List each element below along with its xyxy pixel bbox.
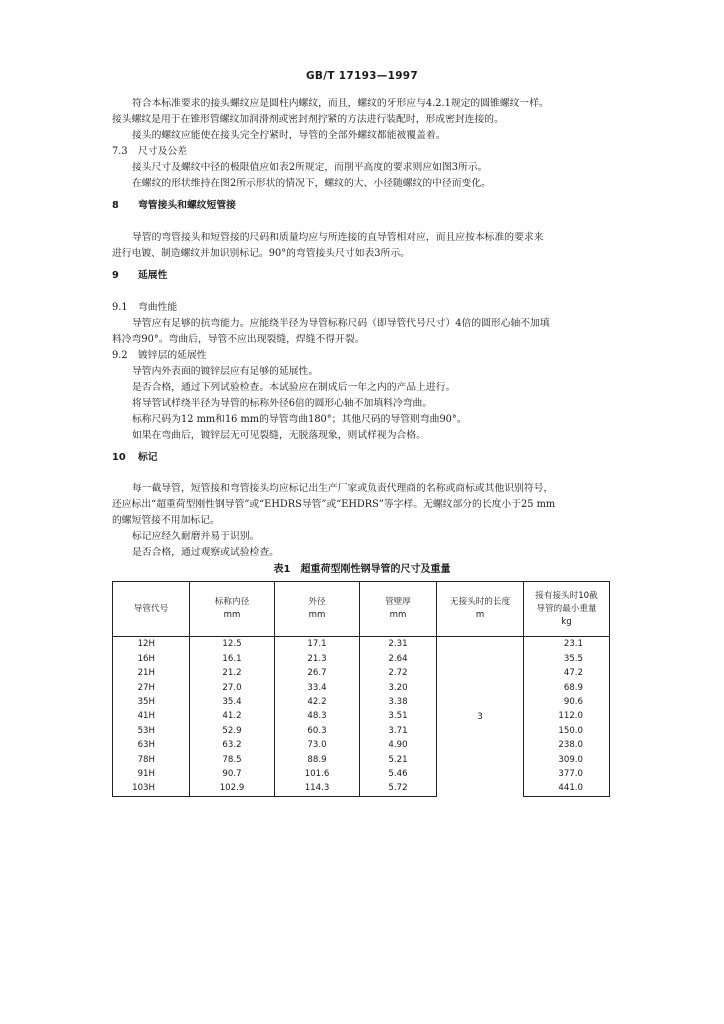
header-wall-thickness: [360, 582, 437, 637]
paragraph: 将导管试样绕半径为导管的标称外径6倍的圆形心轴不加填料冷弯曲。: [132, 397, 433, 409]
cell-code: 35H: [113, 695, 190, 709]
conduit-dimensions-table: [112, 581, 610, 796]
paragraph: 还应标出“超重荷型刚性钢导管”或“EHDRS导管”或“EHDRS”等字样。无螺纹部分的长度小于25 mm: [112, 499, 556, 511]
cell-inner-diameter: 27.0: [190, 681, 275, 695]
paragraph: 标记应经久耐磨并易于识别。: [132, 531, 260, 543]
section-heading-10: [112, 450, 612, 466]
section-heading-9: [112, 268, 612, 284]
cell-wall-thickness: 5.46: [360, 767, 437, 781]
header-unit: m: [475, 610, 485, 621]
cell-wall-thickness: 2.64: [360, 652, 437, 666]
cell-min-weight: 441.0: [524, 781, 610, 796]
cell-outer-diameter: 17.1: [275, 637, 360, 652]
paragraph: 每一截导管，短管接和弯管接头均应标记出生产厂家或负责代理商的名称或商标或其他识别符号，: [132, 483, 554, 495]
cell-code: 78H: [113, 753, 190, 767]
cell-inner-diameter: 35.4: [190, 695, 275, 709]
header-label: 无接头时的长度: [449, 597, 511, 608]
section-title: 尺寸及公差: [138, 146, 187, 157]
cell-wall-thickness: 3.38: [360, 695, 437, 709]
table-row: [113, 637, 610, 652]
table-row: [113, 695, 610, 709]
cell-outer-diameter: 101.6: [275, 767, 360, 781]
section-title: 弯管接头和螺纹短管接: [138, 200, 236, 211]
header-code: 导管代号: [113, 582, 190, 637]
cell-min-weight: 68.9: [524, 681, 610, 695]
table-row: [113, 738, 610, 752]
header-min-weight: [524, 582, 610, 637]
paragraph: 导管应有足够的抗弯能力。应能绕半径为导管标称尺码（即导管代号尺寸）4倍的圆形心轴不加填: [132, 317, 550, 329]
table-row: [113, 724, 610, 738]
paragraph: 是否合格，通过观察或试验检查。: [132, 547, 279, 559]
cell-inner-diameter: 63.2: [190, 738, 275, 752]
table-caption: 表1 超重荷型刚性钢导管的尺寸及重量: [273, 564, 451, 576]
cell-wall-thickness: 2.72: [360, 666, 437, 680]
paragraph: 的螺短管接不用加标记。: [112, 515, 220, 527]
paragraph: 接头尺寸及螺纹中径的极限值应如表2所规定，而削平高度的要求则应如图3所示。: [132, 162, 488, 173]
table-row: [113, 652, 610, 666]
cell-outer-diameter: 73.0: [275, 738, 360, 752]
table-row: [113, 666, 610, 680]
header-label: 接有接头时10截: [535, 590, 598, 601]
cell-inner-diameter: 41.2: [190, 709, 275, 723]
cell-outer-diameter: 60.3: [275, 724, 360, 738]
cell-inner-diameter: 78.5: [190, 753, 275, 767]
cell-min-weight: 238.0: [524, 738, 610, 752]
paragraph: 接头的螺纹应能使在接头完全拧紧时，导管的全部外螺纹都能被覆盖着。: [132, 130, 446, 141]
cell-wall-thickness: 2.31: [360, 637, 437, 652]
cell-outer-diameter: 33.4: [275, 681, 360, 695]
paragraph: 如果在弯曲后，镀锌层无可见裂缝，无脱落现象，则试样视为合格。: [132, 429, 426, 441]
section-heading-7-3: [112, 144, 612, 160]
paragraph: 在螺纹的形状维持在图2所示形状的情况下，螺纹的大、小径随螺纹的中径而变化。: [132, 178, 491, 189]
cell-outer-diameter: 26.7: [275, 666, 360, 680]
cell-wall-thickness: 3.20: [360, 681, 437, 695]
paragraph: 是否合格，通过下列试验检查。本试验应在制成后一年之内的产品上进行。: [132, 381, 456, 393]
cell-inner-diameter: 90.7: [190, 767, 275, 781]
cell-outer-diameter: 114.3: [275, 781, 360, 796]
cell-wall-thickness: 5.21: [360, 753, 437, 767]
section-title: 镀锌层的延展性: [138, 349, 207, 361]
header-label: 管壁厚: [385, 597, 411, 608]
cell-min-weight: 47.2: [524, 666, 610, 680]
header-label: 标称内径: [214, 597, 250, 608]
table-row: [113, 767, 610, 781]
cell-code: 53H: [113, 724, 190, 738]
header-length: [437, 582, 524, 637]
cell-min-weight: 309.0: [524, 753, 610, 767]
cell-min-weight: 377.0: [524, 767, 610, 781]
header-unit: kg: [561, 616, 572, 627]
cell-wall-thickness: 4.90: [360, 738, 437, 752]
section-title: 延展性: [138, 269, 168, 281]
header-outer-diameter: [275, 582, 360, 637]
cell-wall-thickness: 5.72: [360, 781, 437, 796]
header-label: 导管的最小重量: [536, 603, 597, 614]
paragraph: 导管的弯管接头和短管接的尺码和质量均应与所连接的直导管相对应，而且应按本标准的要求来: [132, 231, 544, 243]
cell-inner-diameter: 12.5: [190, 637, 275, 652]
table-row: [113, 709, 610, 723]
cell-inner-diameter: 16.1: [190, 652, 275, 666]
page-content: [112, 96, 612, 797]
table-body: [113, 637, 610, 796]
cell-inner-diameter: 102.9: [190, 781, 275, 796]
paragraph: 进行电镀、制造螺纹并加识别标记。90°的弯管接头尺寸如表3所示。: [112, 247, 410, 259]
cell-code: 63H: [113, 738, 190, 752]
cell-outer-diameter: 88.9: [275, 753, 360, 767]
table-row: [113, 753, 610, 767]
cell-length: 3: [437, 637, 524, 796]
header-inner-diameter: [190, 582, 275, 637]
section-number: 9: [112, 269, 119, 281]
cell-inner-diameter: 52.9: [190, 724, 275, 738]
cell-min-weight: 23.1: [524, 637, 610, 652]
section-number: 7.3: [112, 146, 128, 157]
page-header: GB/T 17193—1997: [305, 70, 419, 82]
cell-wall-thickness: 3.51: [360, 709, 437, 723]
section-number: 8: [112, 200, 119, 211]
cell-code: 12H: [113, 637, 190, 652]
section-heading-9-2: [112, 348, 612, 364]
cell-outer-diameter: 42.2: [275, 695, 360, 709]
section-title: 标记: [138, 451, 158, 463]
paragraph: 料冷弯90°。弯曲后，导管不应出现裂缝，焊缝不得开裂。: [112, 333, 365, 345]
paragraph: 接头螺纹是用于在锥形管螺纹加润滑剂或密封剂拧紧的方法进行装配时，形成密封连接的。: [112, 114, 504, 125]
cell-outer-diameter: 21.3: [275, 652, 360, 666]
table-row: [113, 781, 610, 796]
section-number: 9.1: [112, 301, 128, 313]
paragraph: 符合本标准要求的接头螺纹应是圆柱内螺纹，而且，螺纹的牙形应与4.2.1规定的圆锥螺纹一样。: [132, 98, 549, 109]
section-number: 10: [112, 451, 126, 463]
header-unit: mm: [389, 610, 407, 621]
header-unit: mm: [308, 610, 326, 621]
cell-min-weight: 150.0: [524, 724, 610, 738]
section-title: 弯曲性能: [138, 301, 178, 313]
cell-inner-diameter: 21.2: [190, 666, 275, 680]
cell-code: 41H: [113, 709, 190, 723]
cell-code: 16H: [113, 652, 190, 666]
cell-code: 27H: [113, 681, 190, 695]
cell-min-weight: 90.6: [524, 695, 610, 709]
cell-outer-diameter: 48.3: [275, 709, 360, 723]
section-heading-9-1: [112, 300, 612, 316]
header-label: 外径: [308, 597, 326, 608]
paragraph: 标称尺码为12 mm和16 mm的导管弯曲180°；其他尺码的导管则弯曲90°。: [132, 413, 467, 425]
section-heading-8: [112, 198, 612, 214]
cell-code: 91H: [113, 767, 190, 781]
cell-wall-thickness: 3.71: [360, 724, 437, 738]
table-row: [113, 681, 610, 695]
cell-min-weight: 112.0: [524, 709, 610, 723]
header-unit: mm: [223, 610, 241, 621]
cell-code: 103H: [113, 781, 190, 796]
table-header-row: [113, 582, 610, 637]
paragraph: 导管内外表面的镀锌层应有足够的延展性。: [132, 365, 319, 377]
cell-code: 21H: [113, 666, 190, 680]
section-number: 9.2: [112, 349, 128, 361]
cell-min-weight: 35.5: [524, 652, 610, 666]
